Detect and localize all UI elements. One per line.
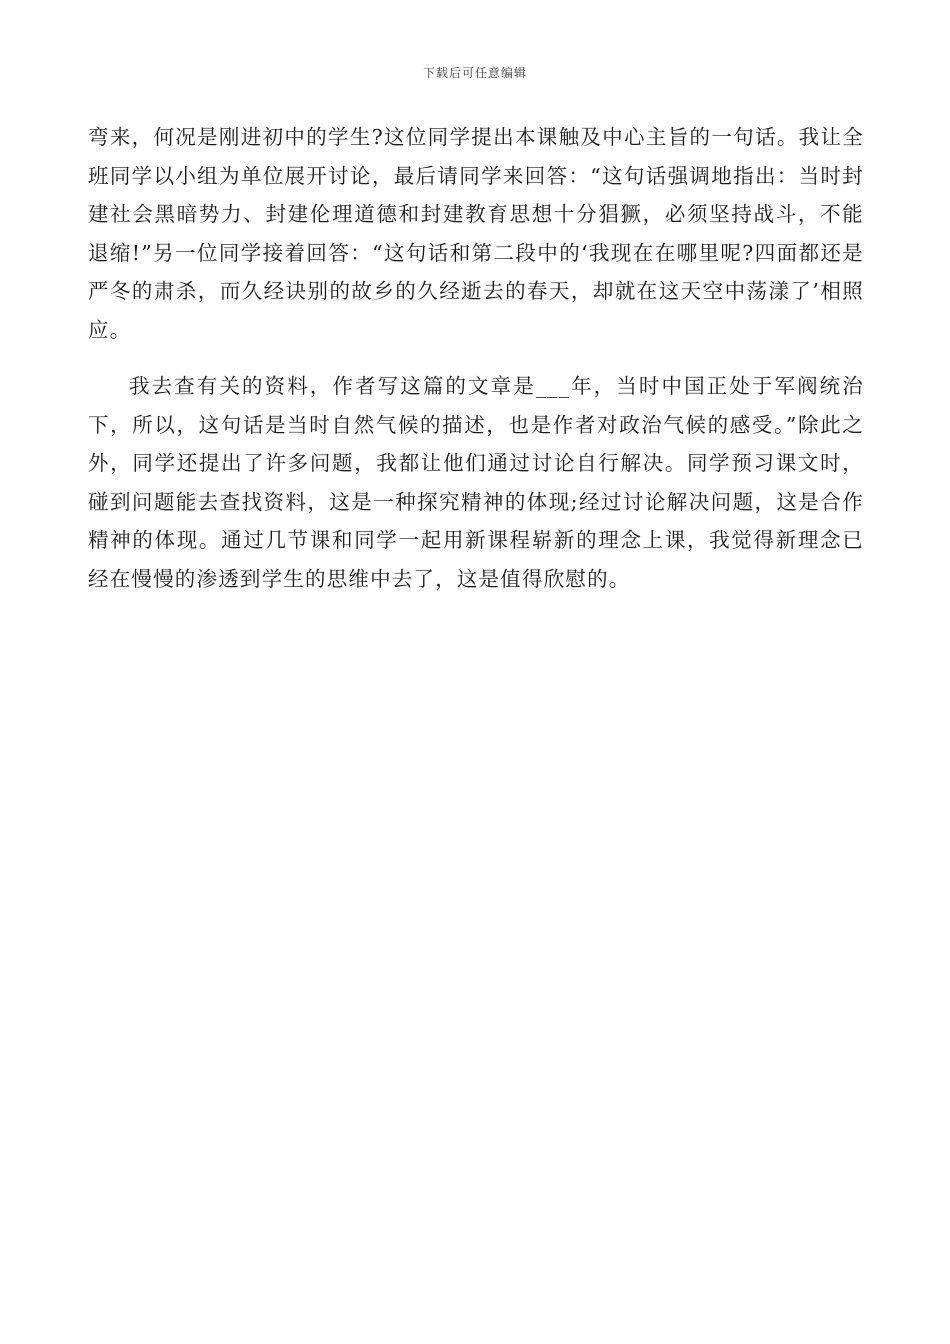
- body-paragraph-2: 我去查有关的资料，作者写这篇的文章是___年，当时中国正处于军阀统治下，所以，这句话是当时自然气候的描述，也是作者对政治气候的感受。”除此之外，同学还提出了许多问题，我都让他们通过讨论自行解决。同学预习课文时，碰到问题能去查找资料，这是一种探究精神的体现;经过讨论解决问题，这是合作精神的体现。通过几节课和同学一起用新课程崭新的理念上课，我觉得新理念已经在慢慢的渗透到学生的思维中去了，这是值得欣慰的。: [88, 374, 864, 591]
- page-header: 下载后可任意编辑: [422, 66, 527, 80]
- document-body: [88, 118, 864, 598]
- body-paragraph-1: 弯来，何况是刚进初中的学生?这位同学提出本课触及中心主旨的一句话。我让全班同学以小组为单位展开讨论，最后请同学来回答：“这句话强调地指出：当时封建社会黑暗势力、封建伦理道德和封建教育思想十分猖獗，必须坚持战斗，不能退缩!”另一位同学接着回答：“这句话和第二段中的‘我现在在哪里呢?四面都还是严冬的肃杀，而久经诀别的故乡的久经逝去的春天，却就在这天空中荡漾了’相照应。: [88, 125, 864, 342]
